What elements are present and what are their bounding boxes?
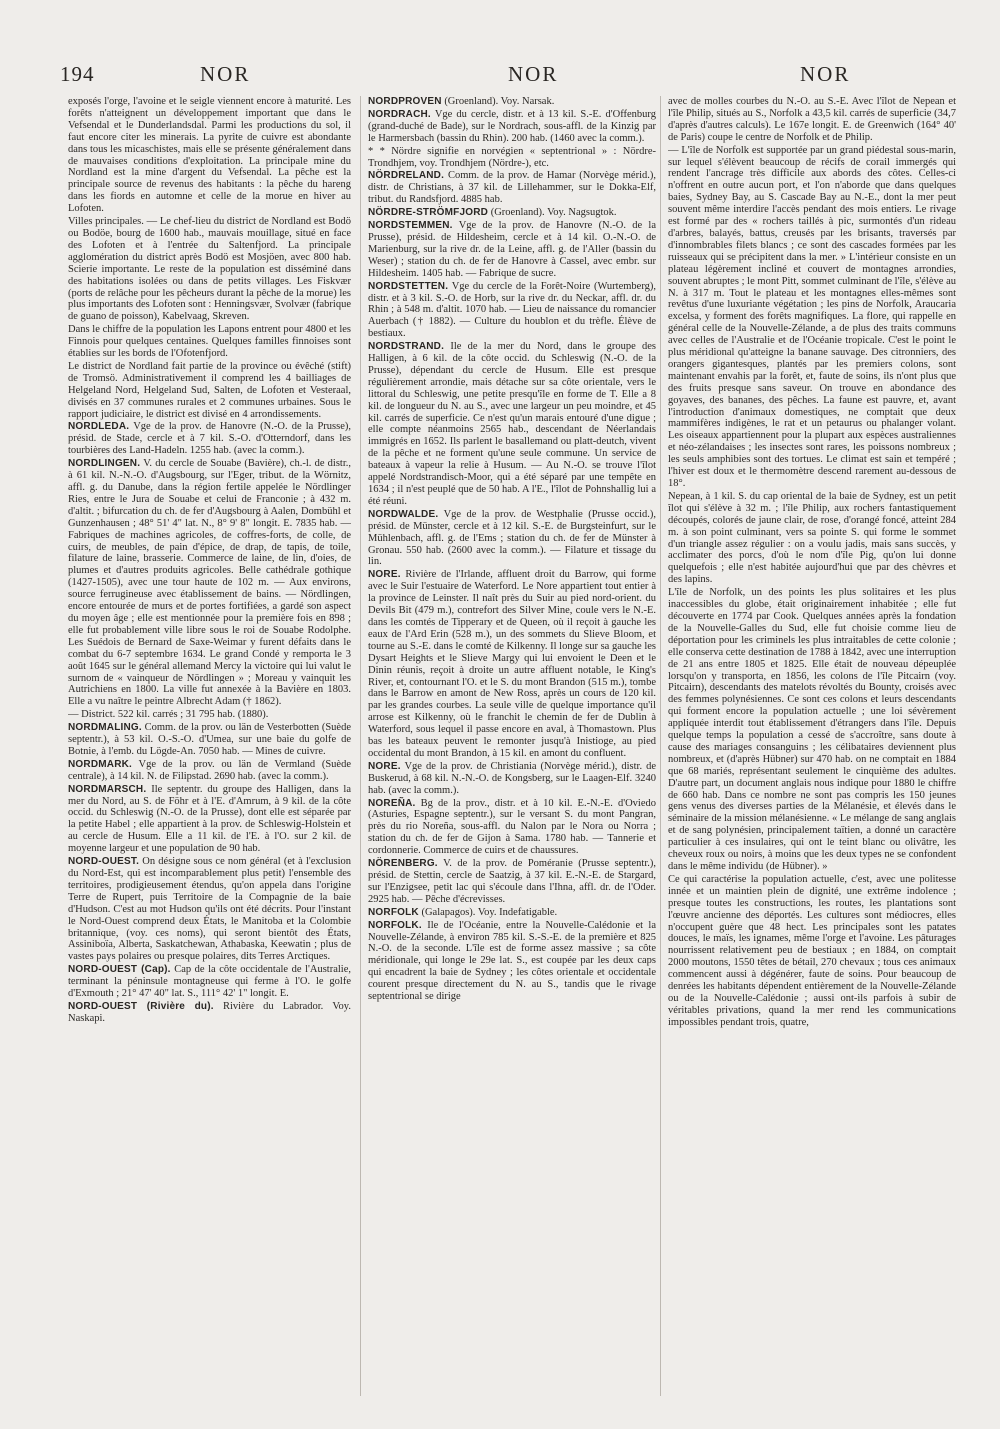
- dictionary-entry: [668, 96, 956, 144]
- entry-text: Villes principales. — Le chef-lieu du district de Nordland est Bodö ou Bodöe, bourg de 1600 hab., mauvais mouillage, situé en face des Lofoten et à l'entrée du Saltenfjord. La principale agglomération du district après Bodö est Mosjöen, avec 800 hab. Scierie importante. Le reste de la population est disséminé dans des habitations isolées ou dans de petits villages. Les Fiskvær (ports de relâche pour les pêcheurs durant la pêche de la morue) les plus importants des Lofoten sont : Henningsvær, Svolvær (fabrique de guano de poisson), Kabelvaag, Skreven.: [68, 216, 351, 323]
- entry-text: Vge de la prov. de Christiania (Norvège mérid.), distr. de Buskerud, à 68 kil. N.-N.-O. de Kongsberg, sur le Laagen-Elf. 3240 hab. (avec la comm.).: [368, 760, 656, 796]
- dictionary-entry: [668, 874, 956, 1029]
- entry-text: Rivière du Labrador. Voy. Naskapi.: [68, 1000, 351, 1024]
- entry-headword: NORFOLK.: [368, 919, 422, 931]
- entry-text: Ile septentr. du groupe des Halligen, dans la mer du Nord, au S. de Föhr et à l'E. d'Amrum, à 9 kil. de la côte occid. du Schleswig (N.-O. de la Prusse), dont elle est séparée par la petite Habel ; elle appartient à la prov. de Schleswig-Holstein et au cercle de Husum. Elle a 11 kil. de l'E. à l'O. sur 2 kil. de moyenne largeur et une population de 90 hab.: [68, 783, 351, 855]
- dictionary-entry: [368, 907, 656, 919]
- entry-text: Comm. de la prov. ou län de Vesterbotten (Suède septentr.), à 53 kil. O.-S.-O. d'Umea, sur une baie du golfe de Botnie, à l'emb. du Lögde-An. 7050 hab. — Mines de cuivre.: [68, 722, 351, 757]
- dictionary-entry: [68, 324, 351, 360]
- dictionary-entry: [68, 216, 351, 323]
- entry-text: Dans le chiffre de la population les Lapons entrent pour 4800 et les Finnois pour quelques centaines. Quelques familles finnoises sont établies sur les bords de l'Ofotenfjord.: [68, 324, 351, 360]
- entry-text: Ile de l'Océanie, entre la Nouvelle-Calédonie et la Nouvelle-Zélande, à environ 785 kil. S.-S.-E. de la première et 825 N.-O. de la seconde. L'île est de forme assez massive ; sa côte méridionale, qui longe le 29e lat. S., est coupée par les deux caps qui encadrent la baie de Sydney ; les côtes orientale et occidentale courent presque directement du N. au S., tandis que le rivage septentrional se dirige: [368, 919, 656, 1003]
- entry-headword: NORDRACH.: [368, 108, 431, 120]
- dictionary-entry: [68, 458, 351, 708]
- entry-text: Vge du cercle, distr. et à 13 kil. S.-E. d'Offenburg (grand-duché de Bade), sur le Nordrach, sous-affl. de la Kinzig par le Harmersbach (bassin du Rhin). 200 hab. (1460 avec la comm.).: [368, 108, 656, 144]
- entry-headword: NORD-OUEST (Cap).: [68, 964, 171, 976]
- page-number: 194: [60, 62, 95, 86]
- entry-text: Vge de la prov. de Hanovre (N.-O. de la Prusse), présid. de Hildesheim, cercle et à 14 kil. O.-N.-O. de Marienburg, sur la rive dr. de la Leine, affl. g. de l'Aller (bassin du Weser) ; station du ch. de fer de Hanovre à Cassel, avec embr. sur Hildesheim. 1405 hab. — Fabrique de sucre.: [368, 220, 656, 279]
- text-column-2: [368, 96, 656, 1394]
- text-column-3: [668, 96, 956, 1394]
- dictionary-entry: [368, 509, 656, 569]
- entry-headword: NORE.: [368, 569, 401, 581]
- dictionary-entry: [368, 858, 656, 906]
- dictionary-entry: [68, 709, 351, 721]
- dictionary-entry: [368, 920, 656, 1003]
- entry-text: Bg de la prov., distr. et à 10 kil. E.-N.-E. d'Oviedo (Asturies, Espagne septentr.), sur le versant S. du mont Pangran, près du rio Noreña, sous-affl. du Nalon par le Nora ou Norra ; station du ch. de fer de Gijon à Sama. 1780 hab. — Tannerie et cordonnerie. Commerce de cuirs et de chaussures.: [368, 797, 656, 857]
- dictionary-entry: [68, 722, 351, 758]
- entry-headword: NORDMALING.: [68, 722, 142, 734]
- entry-headword: NOREÑA.: [368, 797, 416, 809]
- dictionary-entry: [368, 146, 656, 170]
- entry-text: — District. 522 kil. carrés ; 31 795 hab. (1880).: [68, 709, 269, 721]
- entry-headword: NORDSTETTEN.: [368, 280, 449, 292]
- entry-headword: NORDSTEMMEN.: [368, 220, 453, 232]
- running-head-right: NOR: [800, 62, 851, 86]
- text-column-1: [68, 96, 351, 1394]
- entry-text: (Galapagos). Voy. Indefatigable.: [421, 906, 558, 918]
- entry-headword: NÖRDRELAND.: [368, 170, 445, 182]
- dictionary-entry: [68, 361, 351, 421]
- entry-text: V. de la prov. de Poméranie (Prusse septentr.), présid. de Stettin, cercle de Saatzig, à 37 kil. E.-N.-E. de Stargard, sur l'Enzigsee, petit lac qui s'écoule dans l'Ihna, affl. dr. de l'Oder. 2925 hab. — Pêche d'écrevisses.: [368, 858, 656, 905]
- entry-headword: NÖRDRE-STRÖMFJORD: [368, 207, 489, 219]
- entry-text: avec de molles courbes du N.-O. au S.-E. Avec l'îlot de Nepean et l'île Philip, situés au S., Norfolk a 43,5 kil. carrés de superficie (34,7 d'après d'autres calculs). Le 167e longit. E. de Greenwich (164° 40' de Paris) coupe le centre de Norfolk et de Philip.: [668, 96, 956, 143]
- entry-text: Ce qui caractérise la population actuelle, c'est, avec une politesse innée et un maintien plein de dignité, une extrême indolence ; presque toutes les constructions, les routes, les plantations sont l'œuvre ancienne des déportés. Les cultures sont médiocres, elles n'occupent guère que 48 hect. Les principales sont les patates douces, le maïs, les ignames, même l'orge et l'avoine. Les pâturages nourrissent relativement peu de bestiaux ; en 1884, on comptait 2000 moutons, 1550 têtes de bétail, 270 chevaux ; tous ces animaux commencent aussi à dégénérer, faute de soins. Pour beaucoup de denrées les habitants dépendent entièrement de la Nouvelle-Zélande ou de la Nouvelle-Calédonie ; aussi ont-ils parfois à subir de véritables privations, quand la mer rend les communications impossibles pendant trois, quatre,: [668, 873, 956, 1028]
- dictionary-entry: [68, 784, 351, 855]
- dictionary-entry: [368, 170, 656, 206]
- entry-text: Ile de la mer du Nord, dans le groupe des Halligen, à 6 kil. de la côte occid. du Schleswig (N.-O. de la Prusse), dépendant du cercle de Husum. Elle est presque régulièrement arrondie, mais détache sur sa côte orientale, vers le littoral du Schleswig, une petite presqu'île en forme de T. Elle a 8 kil. de longueur du N. au S., avec une largeur un peu moindre, et 45 kil. carrés de superficie. Ce n'est qu'un marais entouré d'une digue ; elle compte néanmoins 2565 hab., descendant de Néerlandais immigrés en 1652. Ils parlent le basallemand ou platt-deutch, vivent de la pêche et ne forment qu'une seule commune. Un service de bateaux à vapeur la relie à Husum. — Au N.-O. se trouve l'îlot appelé Nordstrandisch-Moor, qui a été séparé par une tempête en 1634 ; il n'est peuplé que de 50 hab. A l'E., l'îlot de Pohnshallig lui a été réuni.: [368, 341, 656, 507]
- entry-headword: NORDMARK.: [68, 758, 133, 770]
- entry-text: Vge de la prov. ou län de Vermland (Suède centrale), à 14 kil. N. de Filipstad. 2690 hab. (avec la comm.).: [68, 758, 351, 782]
- dictionary-entry: [368, 207, 656, 219]
- page-header: [60, 62, 948, 94]
- entry-text: L'île de Norfolk, un des points les plus solitaires et les plus inaccessibles du globe, était originairement inhabitée ; elle fut découverte en 1774 par Cook. Quelques années après la fondation de la Nouvelle-Galles du Sud, elle fut choisie comme lieu de déportation pour les criminels les plus intraitables de cette colonie ; elle conserva cette destination de 1788 à 1842, avec une interruption de 21 ans entre 1805 et 1825. Elle était de nouveau dépeuplée lorsqu'on y transporta, en 1856, les colons de l'île Pitcairn (voy. Pitcairn), descendants des matelots révoltés du Bounty, croisés avec des femmes polynésiennes. Ce sont ces colons et leurs descendants qui forment encore la population actuelle ; une loi sévèrement appliquée interdit tout établissement d'étrangers dans l'île. Depuis quelque temps la population a cessé de s'accroître, sans doute à cause des mariages consanguins ; les célibataires deviennent plus nombreux, et (d'après Hübner) sur 470 hab. on ne comptait en 1884 que 68 mariés, représentant seulement le cinquième des adultes. D'autre part, un document anglais nous indique pour 1880 le chiffre de 660 hab. Dans ce nombre ne sont pas compris les 150 jeunes gens venus des diverses parties de la Mélanésie, et élevés dans le séminaire de la mission mélanésienne. « Le mélange de sang anglais et de sang polynésien, principalement taïtien, a donné un caractère particulier à ces insulaires, qui ont le teint blanc ou olivâtre, les cheveux roux ou noirs, à moins que les deux types ne se confondent dans le même individu (de Hübner). »: [668, 587, 956, 872]
- entry-text: On désigne sous ce nom général (et à l'exclusion du Nord-Est, qui est incomparablement plus petit) l'ensemble des territoires, prodigieusement étendus, qu'on appela dans l'origine Terre de Rupert, puis Territoire de la Compagnie de la baie d'Hudson. C'est au mot Hudson qu'ils ont été décrits. Pour l'instant le Nord-Ouest comprend deux États, le Manitoba et la Colombie britannique, (voy. ces noms), qui seront bientôt des États, Assiniboïa, Alberta, Saskatchewan, Athabaska, Keewatin ; plus de vastes pays polaires ou presque polaires, dits Terres Arctiques.: [68, 856, 351, 963]
- dictionary-entry: [668, 491, 956, 586]
- entry-text: Cap de la côte occidentale de l'Australie, terminant la péninsule montagneuse qui ferme à l'O. le golfe d'Exmouth ; 21° 47' 40" lat. S., 111° 42' 1" longit. E.: [68, 964, 351, 1000]
- dictionary-entry: [68, 1001, 351, 1025]
- entry-headword: NORDSTRAND.: [368, 341, 445, 353]
- dictionary-entry: [368, 761, 656, 797]
- entry-headword: NORD-OUEST.: [68, 856, 140, 868]
- entry-text: V. du cercle de Souabe (Bavière), ch.-l. de distr., à 61 kil. N.-N.-O. d'Augsbourg, sur l'Eger, tribut. de la Wörnitz, affl. g. du Danube, dans la région fertile appelée le Nördlinger Ries, entre le Jura de Souabe et celui de Franconie ; à 432 m. d'altit. ; bifurcation du ch. de fer d'Augsbourg à Aalen, Dombühl et Gunzenhausen ; 48° 51' 4" lat. N., 8° 9' 8" longit. E. 7835 hab. — Fabriques de machines agricoles, de coffres-forts, de colle, de cuirs, de meubles, de pain d'épice, de drap, de tapis, de toile, filature de laine, brasserie. Commerce de laine, de lin, d'oies, de plumes et d'autres produits agricoles. Belle cathédrale gothique (1427-1505), avec une tour haute de 102 m. — Aux environs, source ferrugineuse avec établissement de bains. — Nördlingen, encore entourée de murs et de portes fortifiées, a gardé son aspect du moyen âge ; elle est mentionnée pour la première fois en 898 ; elle fut probablement ville libre sous le roi de Souabe Rodolphe. Les Suédois de Bernard de Saxe-Weimar y furent défaits dans le combat du 6-7 septembre 1634. Le grand Condé y remporta le 3 août 1645 sur le général allemand Mercy la victoire qui lui valut le surnom de « vainqueur de Nördlingen » ; Moreau y vainquit les Autrichiens en 1800. La ville fut annexée à la Bavière en 1803. Elle a vu naître le peintre Albrecht Adam († 1862).: [68, 458, 351, 708]
- entry-headword: NÖRENBERG.: [368, 858, 438, 870]
- column-divider: [360, 96, 361, 1396]
- dictionary-entry: [68, 964, 351, 1000]
- entry-text: (Groenland). Voy. Nagsugtok.: [490, 207, 617, 219]
- running-head-center: NOR: [508, 62, 559, 86]
- dictionary-entry: [368, 341, 656, 508]
- entry-text: Rivière de l'Irlande, affluent droit du Barrow, qui forme avec le Suir l'estuaire de Waterford. Le Nore appartient tout entier à la province de Leinster. Il naît près du Suir au pied nord-orient. du Devils Bit (479 m.), contrefort des Silver Mine, coule vers le N.-E. dans les comtés de Tipperary et de Queen, où il reçoit à gauche les eaux de l'Ard Erin (528 m.), un des sommets du Slieve Bloom, et tourne au S.-E. dans le comté de Kilkenny. Il longe sur sa gauche les Dysart Heights et le Slieve Margy qui lui envoient le Deen et le Dinin réunis, reçoit à droite un autre affluent notable, le King's River, et, contournant l'O. et le S. du mont Brandon (515 m.), tombe dans le Barrow en amont de New Ross, après un cours de 120 kil. par les grandes courbes. La seule ville de quelque importance qu'il arrose est Kilkenny, où le franchit le chemin de fer de Dublin à Waterford, sous lequel il passe encore en aval, à Thomastown. Plus bas les bateaux peuvent le remonter jusqu'à Inistioge, au pied occidental du mont Brandon, à 15 kil. en amont du confluent.: [368, 569, 656, 759]
- dictionary-entry: [68, 856, 351, 963]
- dictionary-entry: [68, 96, 351, 215]
- column-divider: [660, 96, 661, 1396]
- dictionary-entry: [368, 569, 656, 760]
- dictionary-entry: [668, 587, 956, 873]
- entry-text: Nepean, à 1 kil. S. du cap oriental de la baie de Sydney, est un petit îlot qui s'élève à 32 m. ; l'île Philip, aux rochers fantastiquement découpés, colorés de jaune clair, de rose, d'orangé foncé, atteint 284 m. à son point culminant, vers sa pointe S. qui forme le sommet d'un triangle assez régulier : on a voulu jadis, mais sans succès, y acclimater des porcs, d'où le nom d'île Pig, qu'on lui donne quelquefois ; elle n'est habitée aujourd'hui que par des chèvres et des lapins.: [668, 490, 956, 586]
- entry-text: * * Nördre signifie en norvégien « septentrional » : Nördre-Trondhjem, voy. Trondhjem (Nördre-), etc.: [368, 145, 656, 169]
- dictionary-entry: [368, 96, 656, 108]
- entry-text: Vge de la prov. de Hanovre (N.-O. de la Prusse), présid. de Stade, cercle et à 7 kil. S.-O. d'Otterndorf, dans les tourbières des Land-Hadeln. 1255 hab. (avec la comm.).: [68, 421, 351, 457]
- entry-headword: NORDLEDA.: [68, 421, 130, 433]
- dictionary-entry: [68, 421, 351, 457]
- dictionary-entry: [668, 145, 956, 490]
- entry-text: Le district de Nordland fait partie de la province ou évêché (stift) de Tromsö. Administrativement il comprend les 4 bailliages de Helgeland Nord, Helgeland Sud, Salten, de Lofoten et Vesteraal, divisés en 37 communes rurales et 2 communes urbaines. Sous le rapport judiciaire, le district est divisé en 4 arrondissements.: [68, 360, 351, 420]
- entry-text: Comm. de la prov. de Hamar (Norvège mérid.), distr. de Christians, à 37 kil. de Lillehammer, sur le Dokka-Elf, tribut. du Randsfjord. 4885 hab.: [368, 170, 656, 206]
- entry-text: exposés l'orge, l'avoine et le seigle viennent encore à maturité. Les forêts n'atteignent un développement important que dans le Vefsendal et le Dunderlandsdal. Parmi les productions du sol, il faut encore citer les minerais. La pyrite de cuivre est abondante dans tous les micaschistes, mais elle se présente généralement dans de mauvaises conditions d'exploitation. La principale mine du Nordland est la mine d'argent du Vefsendal. La pêche est la principale source de revenus des habitants : la pêche du hareng dans les fiords en automne et celle de la morue en hiver au Lofoten.: [68, 96, 351, 215]
- entry-headword: NORE.: [368, 760, 401, 772]
- dictionary-entry: [368, 798, 656, 858]
- entry-text: Vge de la prov. de Westphalie (Prusse occid.), présid. de Münster, cercle et à 12 kil. S.-E. de Burgsteinfurt, sur le Mühlenbach, affl. g. de l'Ems ; station du ch. de fer de Münster à Gronau. 550 hab. (2600 avec la comm.). — Filature et tissage du lin.: [368, 508, 656, 568]
- entry-headword: NORDPRÖVEN: [368, 96, 442, 107]
- entry-text: Vge du cercle de la Forêt-Noire (Wurtemberg), distr. et à 3 kil. S.-O. de Horb, sur la rive dr. du Neckar, affl. dr. du Rhin ; à 548 m. d'altit. 1070 hab. — Lieu de naissance du romancier Auerbach († 1882). — Culture du houblon et du trèfle. Élève de bestiaux.: [368, 280, 656, 340]
- entry-headword: NORDMARSCH.: [68, 783, 147, 795]
- dictionary-entry: [368, 220, 656, 280]
- entry-headword: NORDLINGEN.: [68, 458, 141, 470]
- entry-headword: NORD-OUEST (Rivière du).: [68, 1000, 214, 1012]
- dictionary-entry: [68, 759, 351, 783]
- dictionary-entry: [368, 281, 656, 341]
- entry-text: — L'île de Norfolk est supportée par un grand piédestal sous-marin, sur lequel s'élèvent beaucoup de récifs de corail immergés qui rendent l'ancrage très difficile aux abords des côtes. Celles-ci n'offrent en outre aucun port, et l'on n'aborde que dans quelques baies, Sydney Bay, au S. Cascade Bay au N.-E., dont la mer peut souvent même interdire l'accès pendant des mois entiers. Le rivage est formé par des « rochers taillés à pic, surmontés d'un rideau d'arbres, balayés, battus, creusés par les brisants, traversés par d'innombrables filets blancs ; ce sont des cascades formées par les ruisseaux qui se précipitent dans la mer. » L'intérieur consiste en un plateau légèrement incliné et couvert de montagnes arrondies, souvent abruptes ; le mont Pitt, sommet culminant de l'île, s'élève au N. à 317 m. Tout le plateau et les montagnes elles-mêmes sont revêtus d'une luxuriante végétation ; les pins de Norfolk, Araucaria excelsa, y forment des forêts magnifiques. La flore, qui rappelle en général celle de la Nouvelle-Zélande, a de plus des traits communs avec celles de l'Australie et de l'Océanie tropicale. C'est le point le plus méridional qu'atteigne la banane sauvage. Des citronniers, des orangers gigantesques, plantés par les premiers colons, sont maintenant envahis par la forêt, et, faute de soins, ils n'ont plus que des fruits presque sans saveur. On trouve en abondance des goyaves, des bananes, des pêches. La faune est pauvre, et, avant l'introduction d'animaux domestiques, ne comptait que deux mammifères indigènes, le rat et un petaurus ou phalanger volant. Les oiseaux appartiennent pour la plupart aux espèces australiennes et néo-zélandaises ; les insectes sont rares, les poissons nombreux ; les seuls amphibies sont des tortues. Le climat est sain et tempéré ; l'hiver est doux et le thermomètre descend rarement au-dessous de 18°.: [668, 144, 956, 489]
- entry-headword: NORDWALDE.: [368, 508, 439, 520]
- entry-headword: NORFOLK: [368, 906, 419, 918]
- dictionary-entry: [368, 109, 656, 145]
- running-head-left: NOR: [200, 62, 251, 86]
- entry-text: (Groenland). Voy. Narsak.: [444, 96, 555, 107]
